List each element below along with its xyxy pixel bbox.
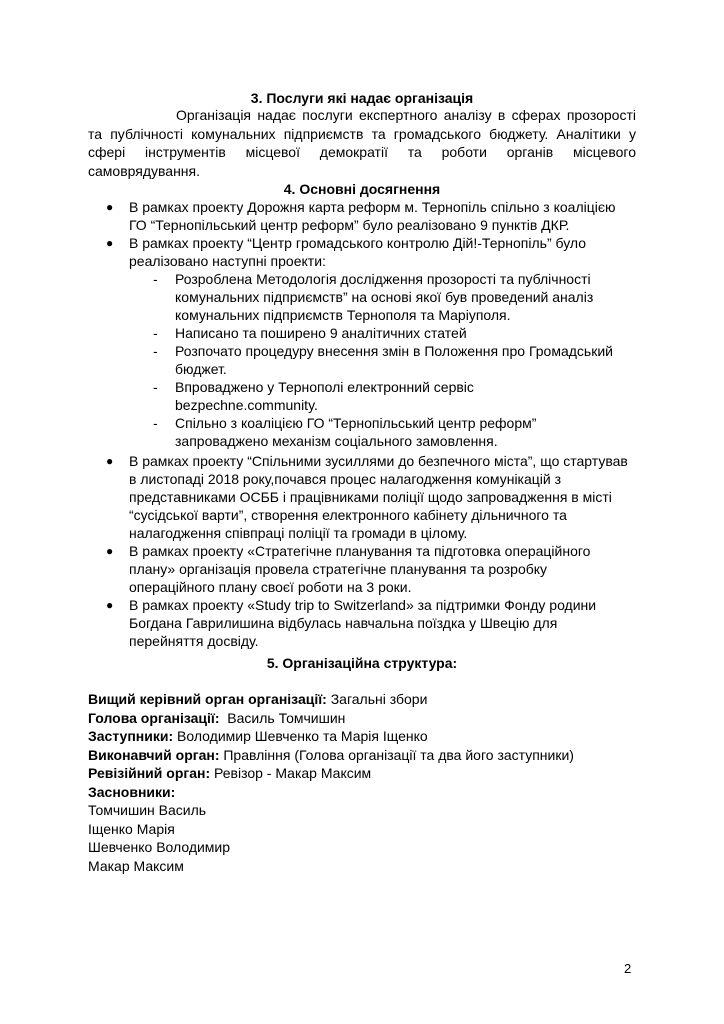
sub-list-item: - Впроваджено у Тернополі електронний сервіс bezpechne.community. bbox=[153, 379, 474, 413]
page-number: 2 bbox=[624, 961, 632, 976]
sub-list-item: - Розроблена Методологія дослідження прозорості та публічності комунальних підприємств” на основі якої був проведений аналіз комунальних підприємств Тернополя та Маріуполя. bbox=[153, 271, 594, 323]
sub-list-item: - Спільно з коаліцією ГО “Тернопільський центр реформ” запроваджено механізм соціального замовлення. bbox=[153, 415, 537, 449]
sub-list-item: - Написано та поширено 9 аналітичних статей bbox=[153, 325, 467, 341]
sub-list bbox=[129, 270, 634, 450]
section-3-text: Організація надає послуги експертного аналізу в сферах прозорості та публічності комунальних підприємств та громадського бюджету. Аналітики у сфері інструментів місцевої демократії та роботи органів місцевого самоврядування. bbox=[88, 107, 636, 179]
supreme-body-line: Вищий керівний орган організації: Загальні збори bbox=[88, 691, 428, 707]
dash-icon: - bbox=[153, 415, 158, 431]
bullet-icon: ● bbox=[106, 544, 114, 558]
deputies-line: Заступники: Володимир Шевченко та Марія Іщенко bbox=[88, 728, 428, 744]
list-item: ● В рамках проекту “Центр громадського контролю Дій!-Тернопіль” було реалізовано наступні проекти: - Розроблена Методологія дослідження прозорості та публічності комунальних підприємств” на основі якої був проведений аналіз комунальних підприємств Тернополя та Маріуполя. - Написано та поширено 9 аналітичних статей - Розпочато процедуру внесення змін в Положення про Громадський бюджет. - Впроваджено у Тернополі електронний сервіс bezpechne.community. - Спільно з коаліцією ГО “Тернопільський центр реформ” запроваджено механізм соціального замовлення. bbox=[0, 234, 634, 450]
list-item: ● В рамках проекту «Стратегічне планування та підготовка операційного плану» організація провела стратегічне планування та розробку операційного плану своєї роботи на 3 роки. bbox=[106, 543, 591, 595]
achievements-list-bottom bbox=[0, 452, 724, 650]
sub-list-item: - Розпочато процедуру внесення змін в Положення про Громадський бюджет. bbox=[153, 343, 613, 377]
org-structure bbox=[88, 690, 648, 875]
head-line: Голова організації: Василь Томчишин bbox=[88, 709, 346, 726]
dash-icon: - bbox=[153, 325, 158, 341]
list-item: ● В рамках проекту «Study trip to Switzerland» за підтримки Фонду родини Богдана Гаврилишина відбулась навчальна поїздка у Швецію для перейняття досвіду. bbox=[106, 597, 597, 649]
dash-icon: - bbox=[153, 343, 158, 359]
bullet-icon: ● bbox=[106, 200, 114, 214]
dash-icon: - bbox=[153, 271, 158, 287]
achievements-list-top bbox=[0, 198, 724, 450]
section-4-heading: 4. Основні досягнення bbox=[283, 181, 441, 197]
list-item: ● В рамках проекту “Спільними зусиллями до безпечного міста”, що стартував в листопаді 2018 року,почався процес налагодження комунікацій з представниками ОСББ і працівниками поліції щодо запровадження в місті “сусідської варти”, створення електронного кабінету дільничного та налагодження співпраці поліції та громади в цілому. bbox=[106, 453, 628, 541]
founders-label: Засновники: bbox=[88, 783, 176, 800]
dash-icon: - bbox=[153, 379, 158, 395]
audit-body-line: Ревізійний орган: Ревізор - Макар Максим bbox=[88, 765, 372, 781]
executive-body-line: Виконавчий орган: Правління (Голова організації та два його заступники) bbox=[88, 746, 574, 763]
founder-item: Шевченко Володимир bbox=[88, 839, 231, 855]
bullet-icon: ● bbox=[106, 598, 114, 612]
section-3-heading: 3. Послуги які надає організація bbox=[250, 90, 474, 106]
bullet-icon: ● bbox=[106, 236, 114, 250]
founder-item: Томчишин Василь bbox=[88, 802, 207, 818]
founder-item: Іщенко Марія bbox=[88, 820, 175, 837]
bullet-icon: ● bbox=[106, 454, 114, 468]
founder-item: Макар Максим bbox=[88, 857, 184, 874]
section-3-paragraph bbox=[88, 106, 636, 180]
section-5-heading: 5. Організаційна структура: bbox=[266, 655, 458, 671]
list-item: ● В рамках проекту Дорожня карта реформ м. Тернопіль спільно з коаліцією ГО “Тернопільський центр реформ” було реалізовано 9 пунктів ДКР. bbox=[106, 199, 616, 233]
